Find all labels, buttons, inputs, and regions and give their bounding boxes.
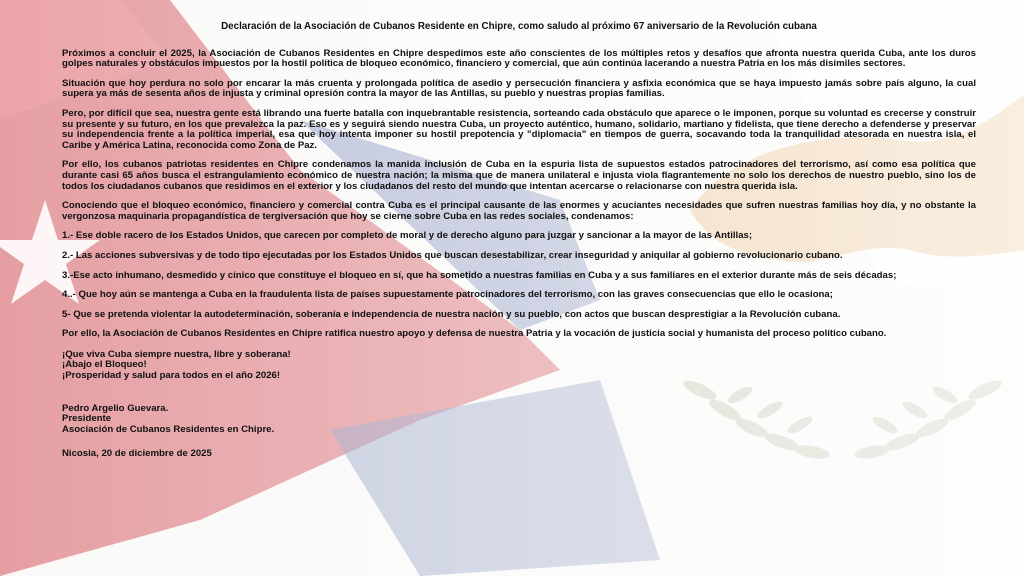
signature-organization: Asociación de Cubanos Residentes en Chipre.: [62, 423, 275, 435]
list-item-5: 5- Que se pretenda violentar la autodeterminación, soberanía e independencia de nuestra nación y su pueblo, con actos que buscan desprestigiar a la Revolución cubana.: [62, 308, 841, 320]
paragraph-resistance: Pero, por difícil que sea, nuestra gente está librando una fuerte batalla con inquebrantable resistencia, sorteando cada obstáculo que aparece o le imponen, porque su voluntad es crecerse y construir su presente y su futuro, en los que prevalezca la paz. Eso es y seguirá siendo nuestra Cuba, un proyecto auténtico, humano, solidario, martiano y fidelista, que tiene derecho a defenderse y preservar su independencia frente a la política imperial, esa que hoy intenta imponer su hostil prepotencia y "diplomacia" en tiempos de guerra, socavando toda la tranquilidad atesorada en nuestra isla, el Caribe y América Latina, reconocida como Zona de Paz.: [62, 107, 976, 151]
paragraph-condemnation: Por ello, los cubanos patriotas residentes en Chipre condenamos la manida inclusión de Cuba en la espuria lista de supuestos estados patrocinadores del terrorismo, así como esa política que durante casi 65 años busca el estrangulamiento económico de nuestra nación; la misma que de manera unilateral e injusta viola flagrantemente no solo los derechos de nuestro pueblo, sino los de todos los ciudadanos cubanos que residimos en el exterior y los ciudadanos del resto del mundo que intentan acercarse o relacionarse con nuestra querida isla.: [62, 159, 976, 192]
paragraph-blockade: Conociendo que el bloqueo económico, financiero y comercial contra Cuba es el principal causante de las enormes y acuciantes necesidades que sufren nuestras familias hoy día, y no obstante la vergonzosa maquinaria propagandística de tergiversación que hoy se cierne sobre Cuba en las redes sociales, condenamos:: [62, 200, 976, 222]
slogan-3: ¡Prosperidad y salud para todos en el año 2026!: [62, 370, 281, 382]
paragraph-ratification: Por ello, la Asociación de Cubanos Residentes en Chipre ratifica nuestro apoyo y defensa de nuestra Patria y la vocación de justicia social y humanista del proceso político cubano.: [62, 328, 887, 340]
signature-role: Presidente: [62, 413, 112, 425]
declaration-text: [62, 22, 976, 460]
list-item-3: 3.-Ese acto inhumano, desmedido y cínico que constituye el bloqueo en sí, que ha sometido a nuestras familias en Cuba y a sus familiares en el exterior durante más de seis décadas;: [62, 269, 897, 281]
signature-block: [62, 404, 976, 436]
slogan-1: ¡Que viva Cuba siempre nuestra, libre y soberana!: [62, 348, 291, 360]
paragraph-intro: Próximos a concluir el 2025, la Asociación de Cubanos Residentes en Chipre despedimos este año conscientes de los múltiples retos y desafíos que afronta nuestra querida Cuba, ante los duros golpes naturales y obstáculos impuestos por la hostil política de bloqueo económico, financiero y comercial, que aún continúa lacerando a nuestra Patria en los más disímiles sectores.: [62, 47, 976, 70]
list-item-2: 2.- Las acciones subversivas y de todo tipo ejecutadas por los Estados Unidos que buscan desestabilizar, crear inseguridad y aniquilar al gobierno revolucionario cubano.: [62, 249, 843, 261]
signature-name: Pedro Argelio Guevara.: [62, 402, 169, 414]
slogans: [62, 350, 976, 382]
document-title: Declaración de la Asociación de Cubanos Residente en Chipre, como saludo al próximo 67 aniversario de la Revolución cubana: [221, 21, 817, 32]
place-date: Nicosia, 20 de diciembre de 2025: [62, 448, 212, 460]
paragraph-situation: Situación que hoy perdura no solo por encarar la más cruenta y prolongada política de asedio y persecución financiera y asfixia económica que se haya impuesto jamás sobre país alguno, la cual supera ya más de sesenta años de injusta y criminal opresión contra la mayor de las Antillas, su pueblo y nuestras propias familias.: [62, 77, 976, 100]
list-item-4: 4..- Que hoy aún se mantenga a Cuba en la fraudulenta lista de países supuestamente patrocinadores del terrorismo, con las graves consecuencias que ello le ocasiona;: [62, 289, 833, 301]
slogan-2: ¡Abajo el Bloqueo!: [62, 359, 147, 371]
list-item-1: 1.- Ese doble racero de los Estados Unidos, que carecen por completo de moral y de derecho alguno para juzgar y sancionar a la mayor de las Antillas;: [62, 230, 753, 242]
